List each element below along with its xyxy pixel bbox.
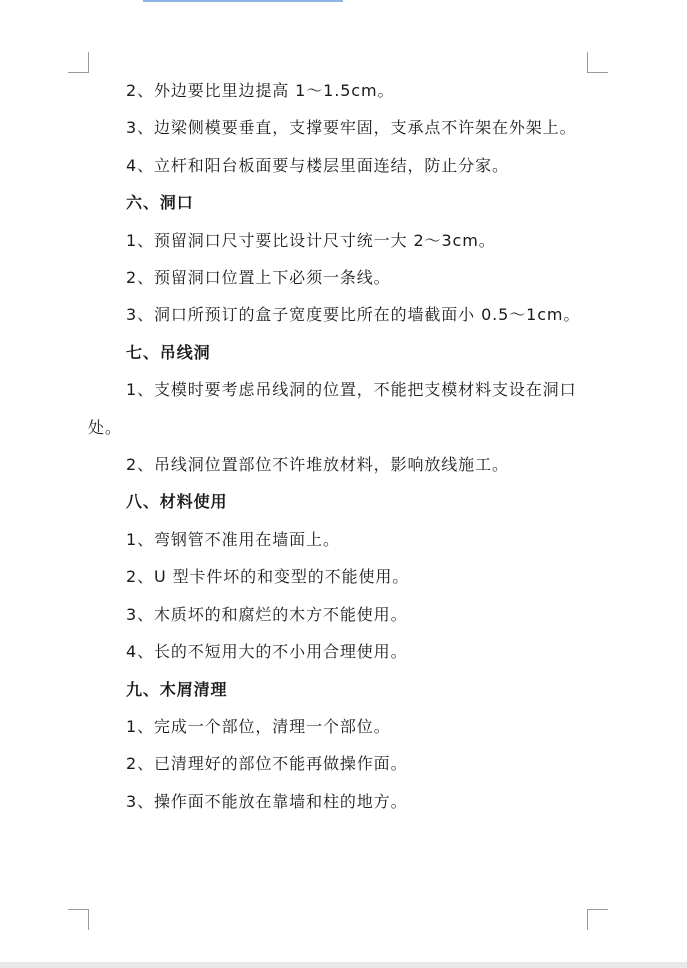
paragraph: 3、操作面不能放在靠墙和柱的地方。 — [126, 791, 408, 811]
section-heading: 八、材料使用 — [126, 492, 228, 512]
paragraph: 2、预留洞口位置上下必须一条线。 — [126, 268, 391, 288]
selection-bar — [143, 0, 343, 2]
paragraph: 1、完成一个部位，清理一个部位。 — [126, 716, 391, 736]
paragraph: 2、U 型卡件坏的和变型的不能使用。 — [126, 567, 410, 587]
paragraph: 2、已清理好的部位不能再做操作面。 — [126, 754, 408, 774]
section-heading: 九、木屑清理 — [126, 679, 228, 699]
margin-corner-bottom-right — [587, 909, 608, 930]
section-heading: 七、吊线洞 — [126, 342, 211, 362]
section-heading: 六、洞口 — [126, 193, 194, 213]
paragraph: 3、木质坏的和腐烂的木方不能使用。 — [126, 604, 408, 624]
paragraph: 1、预留洞口尺寸要比设计尺寸统一大 2～3cm。 — [126, 230, 496, 250]
paragraph: 4、长的不短用大的不小用合理使用。 — [126, 642, 408, 662]
margin-corner-top-right — [587, 52, 608, 73]
margin-corner-top-left — [68, 52, 89, 73]
paragraph: 4、立杆和阳台板面要与楼层里面连结，防止分家。 — [126, 155, 509, 175]
paragraph: 3、边梁侧模要垂直，支撑要牢固，支承点不许架在外架上。 — [126, 118, 577, 138]
paragraph: 2、外边要比里边提高 1～1.5cm。 — [126, 81, 395, 100]
paragraph: 1、弯钢管不准用在墙面上。 — [126, 529, 340, 549]
document-body — [88, 72, 588, 820]
margin-corner-bottom-left — [68, 909, 89, 930]
paragraph: 2、吊线洞位置部位不许堆放材料，影响放线施工。 — [126, 455, 509, 475]
paragraph: 1、支模时要考虑吊线洞的位置，不能把支模材料支设在洞口处。 — [88, 380, 577, 437]
page-gap — [0, 962, 687, 968]
paragraph: 3、洞口所预订的盒子宽度要比所在的墙截面小 0.5～1cm。 — [126, 305, 581, 325]
